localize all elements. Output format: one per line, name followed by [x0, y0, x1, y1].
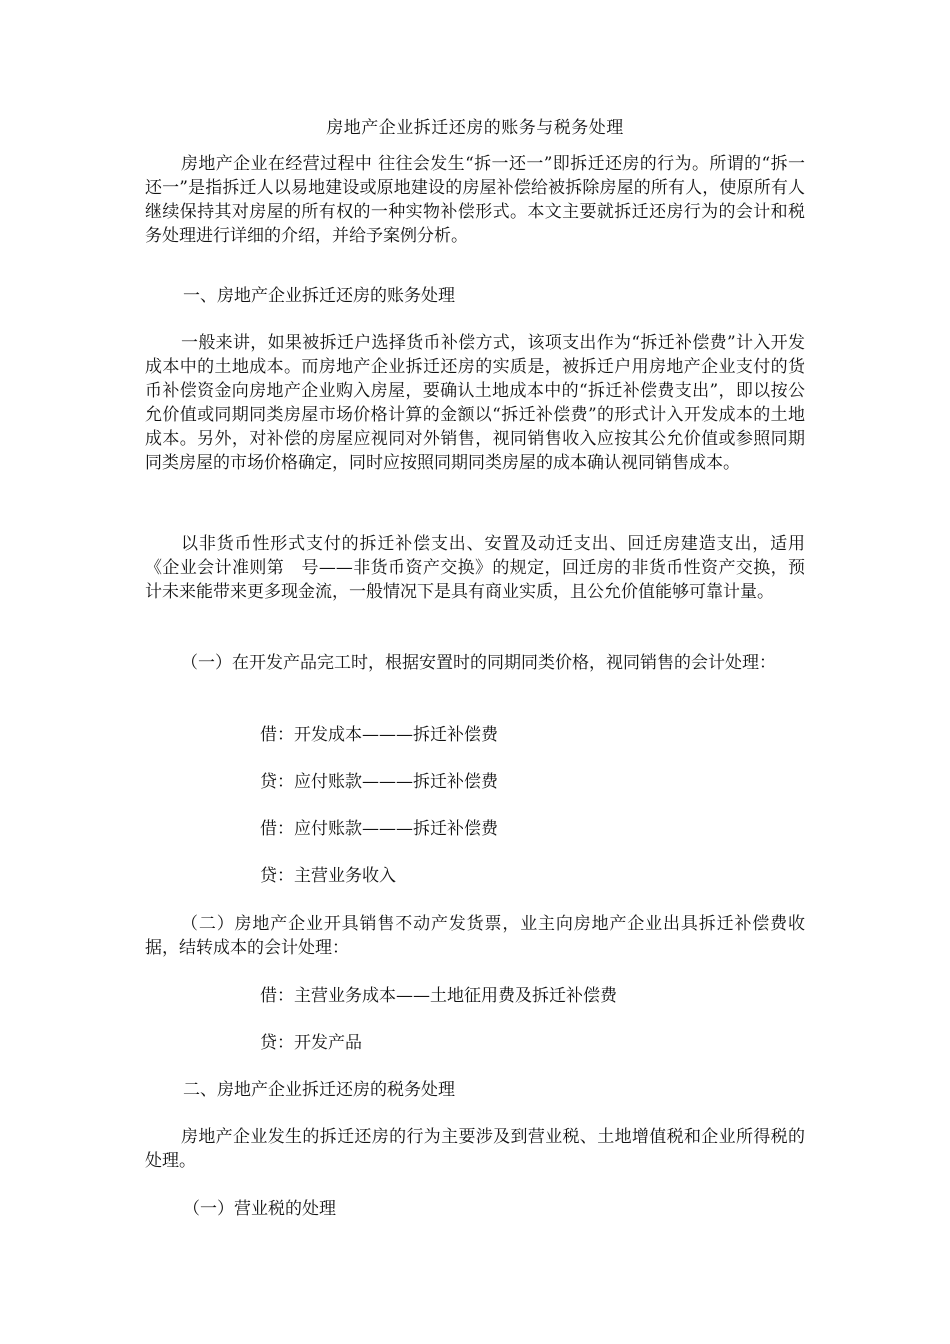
journal-entry: 贷：开发产品 — [260, 1033, 362, 1053]
document-title: 房地产企业拆迁还房的账务与税务处理 — [326, 118, 624, 138]
journal-entry: 借：应付账款———拆迁补偿费 — [260, 819, 498, 839]
section2-paragraph-1: 房地产企业发生的拆迁还房的行为主要涉及到营业税、土地增值税和企业所得税的处理。 — [145, 1127, 805, 1171]
journal-entry: 贷：应付账款———拆迁补偿费 — [260, 772, 498, 792]
intro-paragraph: 房地产企业在经营过程中 往往会发生“拆一还一”即拆迁还房的行为。所谓的“拆一还一”是指拆迁人以易地建设或原地建设的房屋补偿给被拆除房屋的所有人，使原所有人继续保持其对房屋的所有权的一种实物补偿形式。本文主要就拆迁还房行为的会计和税务处理进行详细的介绍，并给予案例分析。 — [145, 154, 805, 246]
section1-paragraph-2: 以非货币性形式支付的拆迁补偿支出、安置及动迁支出、回迁房建造支出，适用《企业会计准则第 号——非货币资产交换》的规定，回迁房的非货币性资产交换，预计未来能带来更多现金流，一般情况下是具有商业实质，且公允价值能够可靠计量。 — [145, 534, 805, 602]
subsection1-heading: （一）在开发产品完工时，根据安置时的同期同类价格，视同销售的会计处理： — [181, 653, 776, 673]
journal-entry: 借：主营业务成本——土地征用费及拆迁补偿费 — [260, 986, 617, 1006]
section2-heading: 二、房地产企业拆迁还房的税务处理 — [183, 1080, 455, 1100]
subsection2-heading: （二）房地产企业开具销售不动产发货票，业主向房地产企业出具拆迁补偿费收据，结转成本的会计处理： — [145, 914, 805, 958]
journal-entry: 贷：主营业务收入 — [260, 866, 396, 886]
section2-subsection1-heading: （一）营业税的处理 — [183, 1199, 336, 1219]
journal-entry: 借：开发成本———拆迁补偿费 — [260, 725, 498, 745]
section1-heading: 一、房地产企业拆迁还房的账务处理 — [183, 286, 455, 306]
section1-paragraph-1: 一般来讲，如果被拆迁户选择货币补偿方式，该项支出作为“拆迁补偿费”计入开发成本中的土地成本。而房地产企业拆迁还房的实质是，被拆迁户用房地产企业支付的货币补偿资金向房地产企业购入房屋，要确认土地成本中的“拆迁补偿费支出”，即以按公允价值或同期同类房屋市场价格计算的金额以“拆迁补偿费”的形式计入开发成本的土地成本。另外，对补偿的房屋应视同对外销售，视同销售收入应按其公允价值或参照同期同类房屋的市场价格确定，同时应按照同期同类房屋的成本确认视同销售成本。 — [145, 333, 805, 473]
